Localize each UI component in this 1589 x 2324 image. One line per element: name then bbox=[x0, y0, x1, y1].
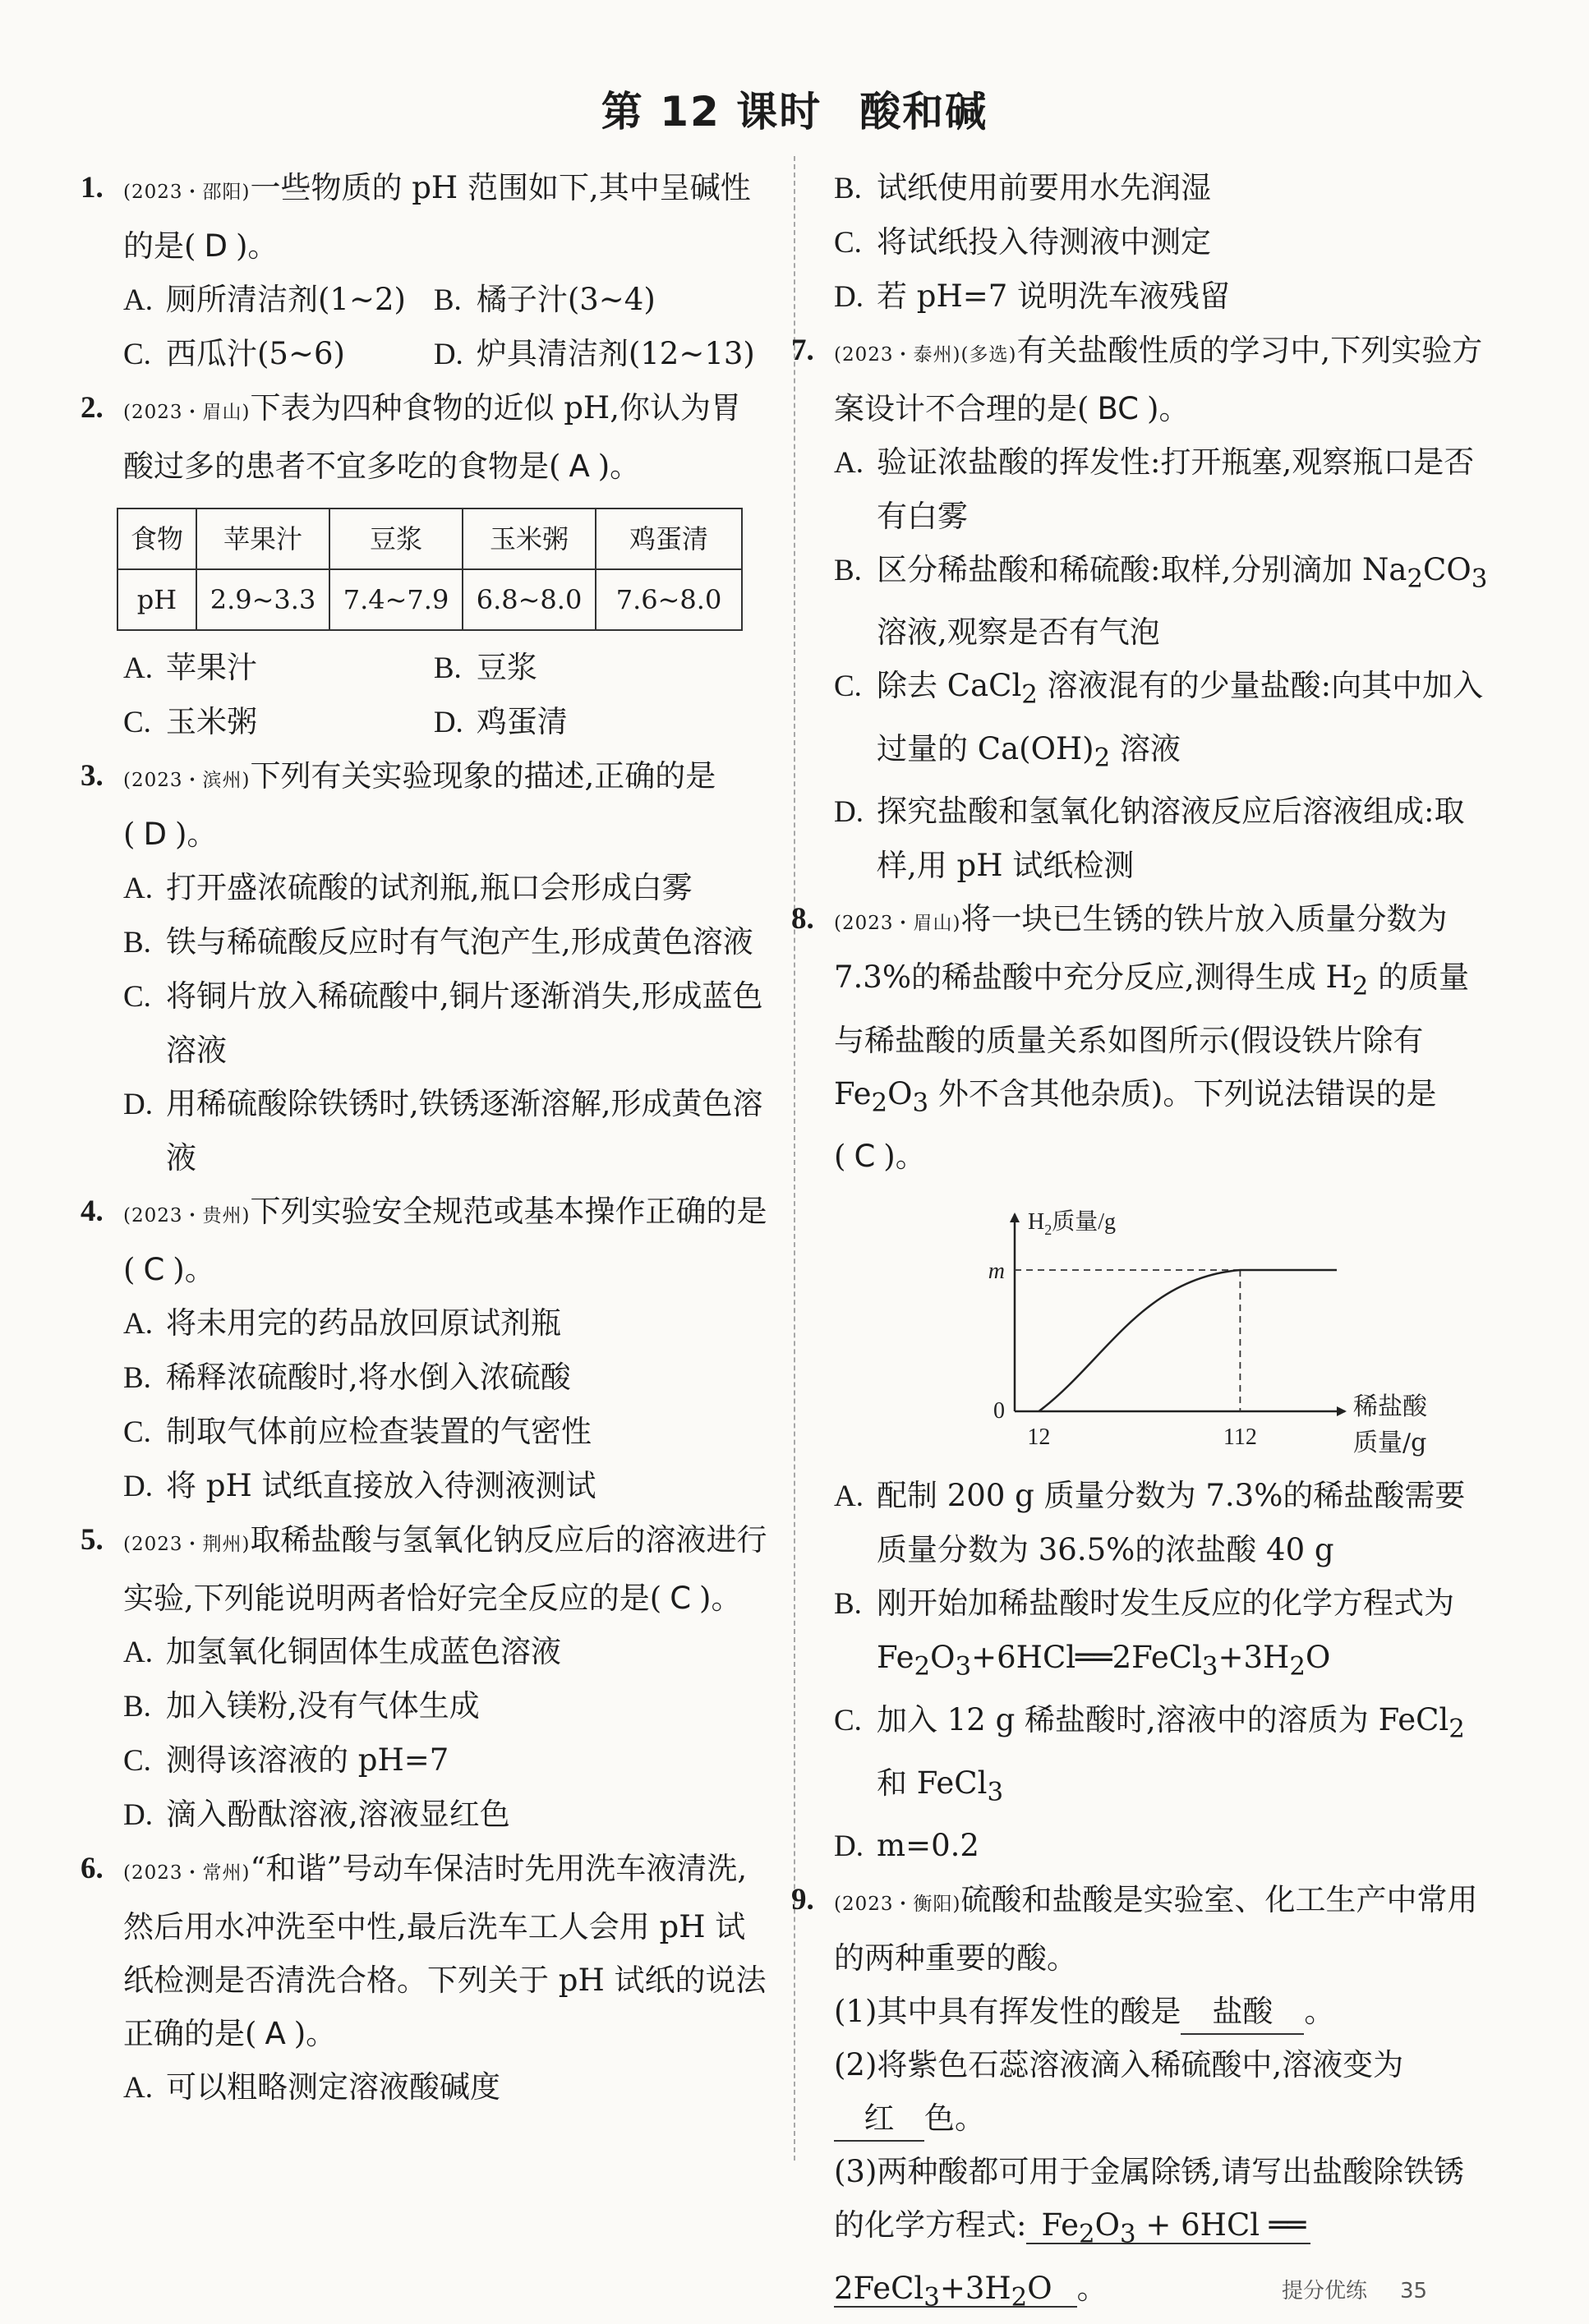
option-text: 测得该溶液的 pH=7 bbox=[166, 1742, 449, 1778]
table-cell: 7.6~8.0 bbox=[596, 569, 742, 630]
option-d bbox=[123, 1459, 767, 1513]
option-text: m=0.2 bbox=[877, 1828, 979, 1864]
table-cell: 6.8~8.0 bbox=[463, 569, 596, 630]
option-text: +3H bbox=[1218, 1639, 1290, 1675]
table-cell: 鸡蛋清 bbox=[596, 509, 742, 569]
question-source: (2023・贵州) bbox=[123, 1205, 251, 1226]
question-stem: 将一块已生锈的铁片放入质量分数为 7.3%的稀盐酸中充分反应,测得生成 H bbox=[834, 901, 1448, 996]
subscript: 2 bbox=[1352, 971, 1369, 1001]
option-letter: D. bbox=[123, 1088, 153, 1121]
x-tick-label-112: 112 bbox=[1223, 1424, 1257, 1450]
subscript: 2 bbox=[1079, 2219, 1095, 2249]
options-row bbox=[81, 695, 767, 749]
question-number: 7. bbox=[791, 334, 814, 367]
x-tick-label-12: 12 bbox=[1027, 1424, 1051, 1450]
answer-text: O bbox=[1027, 2270, 1052, 2306]
subscript: 2 bbox=[1407, 564, 1424, 594]
answer: BC bbox=[1097, 391, 1140, 426]
left-column bbox=[81, 161, 767, 2115]
option-c bbox=[123, 327, 434, 381]
stem-end: )。 bbox=[174, 817, 218, 852]
stem-end: )。 bbox=[883, 1138, 926, 1174]
part-end: 。 bbox=[1304, 1994, 1335, 2030]
option-a bbox=[834, 435, 1491, 543]
option-text: 炉具清洁剂(12~13) bbox=[476, 336, 755, 371]
option-letter: D. bbox=[834, 795, 864, 830]
option-text: +6HCl══2FeCl bbox=[971, 1639, 1202, 1675]
option-letter: D. bbox=[433, 706, 463, 739]
options bbox=[834, 435, 1491, 892]
stem-end: )。 bbox=[597, 449, 641, 484]
option-b bbox=[834, 161, 1491, 215]
option-d bbox=[834, 269, 1491, 324]
table-cell: 豆浆 bbox=[329, 509, 463, 569]
option-a bbox=[123, 641, 434, 695]
option-letter: B. bbox=[123, 926, 151, 960]
option-b bbox=[834, 1576, 1491, 1693]
answer-blank: 红 bbox=[834, 2097, 924, 2142]
option-text: 鸡蛋清 bbox=[476, 704, 568, 739]
option-b bbox=[123, 915, 767, 969]
question-number: 5. bbox=[81, 1523, 104, 1557]
option-letter: B. bbox=[123, 1690, 151, 1723]
part-end: 。 bbox=[1076, 2270, 1108, 2306]
option-text: 厕所清洁剂(1~2) bbox=[166, 282, 406, 317]
question-stem: 下列有关实验现象的描述,正确的是( bbox=[123, 758, 716, 852]
options bbox=[834, 1469, 1491, 1873]
option-d bbox=[434, 695, 767, 749]
stem-end: )。 bbox=[235, 228, 279, 264]
option-text: 稀释浓硫酸时,将水倒入浓硫酸 bbox=[166, 1360, 571, 1395]
question-number: 6. bbox=[81, 1852, 104, 1885]
option-letter: D. bbox=[834, 280, 864, 314]
options-row bbox=[81, 273, 767, 327]
part-text: (3)两种酸都可用于金属除锈,请写出盐酸除铁锈的化学方程式: bbox=[834, 2154, 1465, 2243]
graph-svg bbox=[834, 1190, 1491, 1461]
option-c bbox=[834, 1693, 1491, 1819]
option-text: 配制 200 g 质量分数为 7.3%的稀盐酸需要质量分数为 36.5%的浓盐酸 40 g bbox=[877, 1477, 1466, 1567]
answer-text: 2FeCl bbox=[834, 2270, 924, 2306]
option-text: 打开盛浓硫酸的试剂瓶,瓶口会形成白雾 bbox=[166, 870, 693, 905]
option-text: 橘子汁(3~4) bbox=[476, 282, 656, 317]
option-text: 玉米粥 bbox=[166, 704, 257, 739]
question-source: (2023・邵阳) bbox=[123, 182, 251, 203]
subscript: 2 bbox=[914, 1651, 931, 1682]
option-text: 刚开始加稀盐酸时发生反应的化学方程式为 Fe bbox=[877, 1585, 1454, 1675]
option-letter: A. bbox=[834, 446, 864, 480]
question-number: 2. bbox=[81, 391, 104, 425]
subscript: 2 bbox=[1011, 2281, 1028, 2312]
question-stem: 硫酸和盐酸是实验室、化工生产中常用的两种重要的酸。 bbox=[834, 1882, 1478, 1977]
subscript: 2 bbox=[871, 1087, 888, 1117]
lesson-topic: 酸和碱 bbox=[859, 88, 988, 136]
option-text: 区分稀盐酸和稀硫酸:取样,分别滴加 Na bbox=[877, 552, 1407, 587]
book-name: 提分优练 bbox=[1282, 2279, 1368, 2303]
option-text: 若 pH=7 说明洗车液残留 bbox=[877, 278, 1231, 314]
option-d bbox=[434, 327, 767, 381]
option-c bbox=[123, 1733, 767, 1788]
option-b bbox=[834, 543, 1491, 659]
option-text: 探究盐酸和氢氧化钠溶液反应后溶液组成:取样,用 pH 试纸检测 bbox=[877, 794, 1465, 884]
option-text: 将 pH 试纸直接放入待测液测试 bbox=[166, 1468, 596, 1503]
subscript: 3 bbox=[987, 1777, 1004, 1807]
option-a bbox=[123, 1296, 767, 1351]
option-letter: C. bbox=[834, 1704, 862, 1738]
option-a bbox=[123, 2060, 767, 2115]
option-letter: A. bbox=[123, 1636, 153, 1669]
x-axis-label: 稀盐酸 bbox=[1353, 1392, 1427, 1421]
option-letter: D. bbox=[433, 338, 463, 371]
subscript: 2 bbox=[1094, 743, 1111, 773]
question-4 bbox=[81, 1185, 767, 1296]
option-letter: C. bbox=[123, 1744, 151, 1778]
option-text: O bbox=[1305, 1639, 1331, 1675]
table-cell: 玉米粥 bbox=[463, 509, 596, 569]
option-b bbox=[123, 1679, 767, 1733]
question-source: (2023・眉山) bbox=[834, 913, 961, 935]
option-b bbox=[123, 1351, 767, 1405]
answer: C bbox=[670, 1581, 692, 1616]
y-axis-label: $H_2$质量/g bbox=[1028, 1208, 1117, 1238]
stem-end: )。 bbox=[1147, 391, 1190, 426]
option-d bbox=[834, 785, 1491, 892]
question-stem: 下列实验安全规范或基本操作正确的是( bbox=[123, 1194, 767, 1287]
options-row bbox=[81, 641, 767, 695]
option-text: 溶液,观察是否有气泡 bbox=[877, 614, 1160, 651]
option-letter: C. bbox=[123, 980, 151, 1014]
answer: A bbox=[569, 449, 590, 484]
options bbox=[123, 1296, 767, 1513]
question-stem: 外不含其他杂质)。下列说法错误的是( bbox=[834, 1075, 1437, 1174]
subscript: 2 bbox=[1449, 1714, 1465, 1744]
option-text: 加入镁粉,没有气体生成 bbox=[166, 1688, 480, 1723]
page-number: 35 bbox=[1400, 2279, 1428, 2303]
option-text: 豆浆 bbox=[476, 650, 537, 685]
option-a bbox=[123, 861, 767, 915]
answer-blank: 盐酸 bbox=[1181, 1990, 1304, 2035]
options bbox=[123, 2060, 767, 2115]
question-stem: O bbox=[887, 1075, 913, 1111]
table-cell: 苹果汁 bbox=[196, 509, 329, 569]
subscript: 3 bbox=[923, 2281, 940, 2312]
question-5 bbox=[81, 1513, 767, 1625]
origin-label: 0 bbox=[993, 1397, 1005, 1424]
question-source: (2023・滨州) bbox=[123, 770, 251, 791]
option-text: 和 FeCl bbox=[877, 1765, 988, 1801]
question-7 bbox=[791, 324, 1491, 435]
subscript: 2 bbox=[1289, 1651, 1306, 1682]
option-text: 验证浓盐酸的挥发性:打开瓶塞,观察瓶口是否有白雾 bbox=[877, 444, 1475, 534]
question-9 bbox=[791, 1873, 1491, 1985]
table-cell: 2.9~3.3 bbox=[196, 569, 329, 630]
answer: C bbox=[143, 1252, 165, 1287]
option-letter: A. bbox=[123, 283, 153, 317]
option-letter: C. bbox=[123, 338, 151, 371]
option-letter: C. bbox=[834, 226, 862, 260]
options bbox=[123, 861, 767, 1185]
options bbox=[123, 1625, 767, 1842]
subscript: 3 bbox=[912, 1087, 929, 1117]
question-number: 1. bbox=[81, 171, 104, 205]
q6-continued-options bbox=[834, 161, 1491, 324]
option-letter: B. bbox=[433, 651, 462, 685]
subscript: 3 bbox=[1201, 1651, 1218, 1682]
table-row bbox=[117, 569, 742, 630]
option-letter: B. bbox=[123, 1361, 151, 1395]
option-text: 除去 CaCl bbox=[877, 668, 1022, 704]
data-series-line bbox=[1039, 1270, 1337, 1411]
option-text: 溶液混有的少量盐酸:向其中加入过量的 Ca(OH) bbox=[877, 668, 1484, 766]
subscript: 2 bbox=[1021, 679, 1038, 710]
option-d bbox=[123, 1077, 767, 1185]
option-text: 制取气体前应检查装置的气密性 bbox=[166, 1414, 592, 1449]
y-tick-label-m: m bbox=[988, 1258, 1005, 1284]
option-text: 溶液 bbox=[1110, 730, 1181, 766]
part-text: (1)其中具有挥发性的酸是 bbox=[834, 1994, 1181, 2030]
option-letter: C. bbox=[123, 1415, 151, 1449]
option-c bbox=[834, 659, 1491, 785]
right-column bbox=[791, 161, 1491, 2324]
answer: A bbox=[265, 2016, 286, 2051]
option-letter: D. bbox=[123, 1798, 153, 1832]
option-b bbox=[434, 273, 767, 327]
question-stem: 有关盐酸性质的学习中,下列实验方案设计不合理的是( bbox=[834, 333, 1483, 426]
page-footer bbox=[1282, 2274, 1427, 2304]
option-letter: D. bbox=[834, 1829, 864, 1864]
question-stem: 的质量与稀盐酸的质量关系如图所示(假设铁片除有 Fe bbox=[834, 960, 1470, 1111]
question-stem: 取稀盐酸与氢氧化钠反应后的溶液进行实验,下列能说明两者恰好完全反应的是( bbox=[123, 1522, 767, 1616]
option-c bbox=[834, 215, 1491, 269]
q9-part-2 bbox=[834, 2038, 1491, 2145]
option-text: 苹果汁 bbox=[166, 650, 257, 685]
question-source: (2023・衡阳) bbox=[834, 1894, 961, 1916]
stem-end: )。 bbox=[293, 2016, 337, 2051]
answer-text: + 6HCl ══ bbox=[1135, 2207, 1306, 2243]
option-letter: B. bbox=[433, 283, 462, 317]
question-8 bbox=[791, 892, 1491, 1183]
stem-end: )。 bbox=[173, 1252, 215, 1287]
question-stem: 一些物质的 pH 范围如下,其中呈碱性的是( bbox=[123, 170, 751, 264]
option-letter: A. bbox=[123, 872, 153, 905]
answer-text: +3H bbox=[939, 2270, 1011, 2306]
stem-end: )。 bbox=[699, 1581, 742, 1616]
answer-blank bbox=[1026, 2207, 1310, 2249]
option-text: O bbox=[930, 1639, 956, 1675]
option-text: CO bbox=[1423, 552, 1472, 587]
q9-part-1 bbox=[834, 1985, 1491, 2038]
option-text: 试纸使用前要用水先润湿 bbox=[877, 170, 1211, 205]
lesson-number: 第 12 课时 bbox=[601, 88, 822, 136]
option-letter: A. bbox=[834, 1479, 864, 1513]
option-text: 将铜片放入稀硫酸中,铜片逐渐消失,形成蓝色溶液 bbox=[166, 978, 763, 1068]
options-row bbox=[81, 327, 767, 381]
option-letter: A. bbox=[123, 2071, 153, 2105]
option-letter: C. bbox=[834, 670, 862, 704]
question-source: (2023・眉山) bbox=[123, 402, 251, 423]
question-number: 4. bbox=[81, 1194, 104, 1228]
answer: D bbox=[143, 817, 167, 852]
table-cell: pH bbox=[117, 569, 196, 630]
option-text: 将试纸投入待测液中测定 bbox=[877, 224, 1211, 260]
option-text: 可以粗略测定溶液酸碱度 bbox=[166, 2069, 500, 2105]
option-letter: C. bbox=[123, 706, 151, 739]
option-text: 加入 12 g 稀盐酸时,溶液中的溶质为 FeCl bbox=[877, 1702, 1449, 1738]
question-3 bbox=[81, 749, 767, 861]
option-text: 西瓜汁(5~6) bbox=[166, 336, 345, 371]
subscript: 3 bbox=[1119, 2219, 1136, 2249]
answer-blank bbox=[834, 2270, 1077, 2312]
answer: D bbox=[204, 228, 228, 264]
option-d bbox=[123, 1788, 767, 1842]
question-source: (2023・常州) bbox=[123, 1862, 251, 1884]
option-c bbox=[123, 1405, 767, 1459]
question-number: 9. bbox=[791, 1883, 814, 1917]
subscript: 3 bbox=[1471, 564, 1488, 594]
table-row bbox=[117, 509, 742, 569]
question-number: 3. bbox=[81, 759, 104, 793]
question-stem: “和谐”号动车保洁时先用洗车液清洗,然后用水冲洗至中性,最后洗车工人会用 pH 试纸检测是否清洗合格。下列关于 pH 试纸的说法正确的是( bbox=[123, 1851, 767, 2051]
x-axis-label-unit: 质量/g bbox=[1353, 1428, 1427, 1457]
option-letter: B. bbox=[834, 1586, 862, 1621]
option-letter: B. bbox=[834, 554, 862, 587]
question-source: (2023・泰州)(多选) bbox=[834, 344, 1017, 366]
table-cell: 7.4~7.9 bbox=[329, 569, 463, 630]
option-text: 用稀硫酸除铁锈时,铁锈逐渐溶解,形成黄色溶液 bbox=[166, 1086, 763, 1176]
option-letter: A. bbox=[123, 1307, 153, 1341]
part-end: 色。 bbox=[924, 2101, 985, 2137]
option-letter: B. bbox=[834, 172, 862, 205]
question-1 bbox=[81, 161, 767, 273]
option-text: 滴入酚酞溶液,溶液显红色 bbox=[166, 1797, 510, 1832]
option-a bbox=[123, 273, 434, 327]
h2-mass-graph bbox=[834, 1190, 1491, 1461]
question-source: (2023・荆州) bbox=[123, 1534, 251, 1555]
option-c bbox=[123, 695, 434, 749]
part-text: (2)将紫色石蕊溶液滴入稀硫酸中,溶液变为 bbox=[834, 2047, 1404, 2083]
page-title bbox=[0, 79, 1589, 138]
option-a bbox=[834, 1469, 1491, 1576]
option-a bbox=[123, 1625, 767, 1679]
ph-table bbox=[117, 508, 743, 631]
option-d bbox=[834, 1819, 1491, 1873]
option-text: 铁与稀硫酸反应时有气泡产生,形成黄色溶液 bbox=[166, 924, 753, 960]
option-text: 加氢氧化铜固体生成蓝色溶液 bbox=[166, 1634, 561, 1669]
answer-text: O bbox=[1094, 2207, 1120, 2243]
answer: C bbox=[854, 1138, 876, 1174]
question-stem: 下表为四种食物的近似 pH,你认为胃酸过多的患者不宜多吃的食物是( bbox=[123, 390, 741, 484]
subscript: 3 bbox=[955, 1651, 972, 1682]
table-cell: 食物 bbox=[117, 509, 196, 569]
option-letter: D. bbox=[123, 1470, 153, 1503]
option-c bbox=[123, 969, 767, 1077]
option-b bbox=[434, 641, 767, 695]
option-letter: A. bbox=[123, 651, 153, 685]
question-6 bbox=[81, 1842, 767, 2060]
question-number: 8. bbox=[791, 902, 814, 937]
option-text: 将未用完的药品放回原试剂瓶 bbox=[166, 1305, 561, 1341]
answer-text: Fe bbox=[1041, 2207, 1080, 2243]
question-2 bbox=[81, 381, 767, 493]
